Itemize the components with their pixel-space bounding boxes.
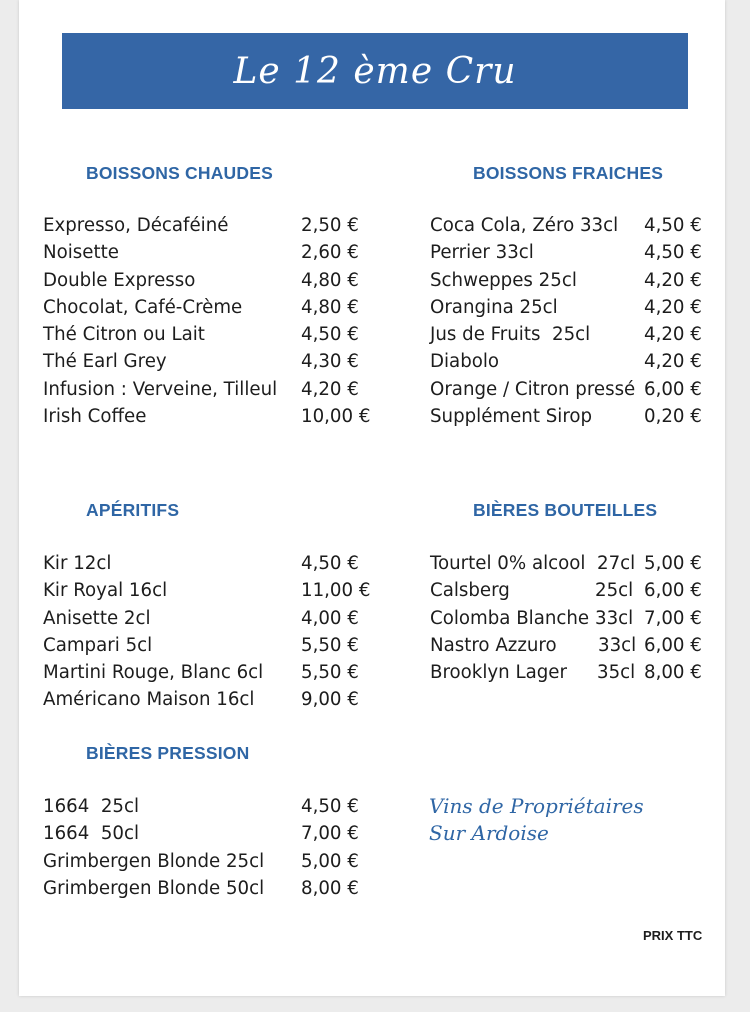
menu-item	[43, 212, 383, 239]
item-price: 4,30 €	[301, 351, 359, 373]
menu-item	[43, 376, 383, 403]
item-name: Kir 12cl	[43, 553, 112, 574]
menu-item	[43, 348, 383, 375]
menu-item	[430, 348, 710, 375]
item-price: 9,00 €	[301, 689, 359, 711]
menu-item	[430, 321, 710, 348]
list-aperitifs	[43, 550, 383, 714]
wines-line-2: Sur Ardoise	[429, 821, 549, 845]
item-price: 4,20 €	[644, 296, 702, 318]
item-price: 4,20 €	[644, 351, 702, 373]
item-name: Diabolo	[430, 351, 500, 373]
item-price: 4,00 €	[301, 607, 359, 629]
item-name: Perrier 33cl	[430, 242, 534, 264]
item-price: 4,50 €	[301, 553, 359, 574]
menu-item	[430, 294, 710, 321]
menu-item	[43, 267, 383, 294]
item-name: 1664 50cl	[43, 823, 140, 845]
item-name: Irish Coffee	[43, 406, 147, 428]
item-size: 25cl	[595, 580, 634, 602]
item-price: 4,50 €	[644, 215, 702, 236]
item-name: Schweppes 25cl	[430, 269, 577, 291]
menu-item	[43, 686, 383, 713]
item-price: 7,00 €	[644, 607, 702, 629]
item-price: 5,00 €	[301, 850, 359, 872]
list-boissons-chaudes	[43, 212, 383, 430]
menu-item	[43, 659, 383, 686]
item-price: 8,00 €	[644, 662, 702, 684]
item-price: 4,50 €	[301, 324, 359, 346]
item-price: 4,80 €	[301, 269, 359, 291]
list-boissons-fraiches	[430, 212, 710, 430]
menu-item	[43, 321, 383, 348]
menu-item	[430, 239, 710, 266]
item-size: 33cl	[595, 607, 634, 629]
item-name: Nastro Azzuro	[430, 634, 557, 656]
item-size: 33cl	[598, 634, 637, 656]
menu-item	[43, 632, 383, 659]
item-price: 5,50 €	[301, 634, 359, 656]
item-price: 4,50 €	[644, 242, 702, 264]
item-name: Kir Royal 16cl	[43, 580, 168, 602]
item-name: Expresso, Décaféiné	[43, 215, 229, 236]
item-name: Colomba Blanche	[430, 607, 590, 629]
item-price: 2,60 €	[301, 242, 359, 264]
heading-bieres-pression: BIÈRES PRESSION	[86, 743, 250, 763]
item-price: 5,00 €	[644, 553, 702, 574]
item-price: 4,20 €	[301, 378, 359, 400]
item-name: Américano Maison 16cl	[43, 689, 255, 711]
item-price: 6,00 €	[644, 580, 702, 602]
item-price: 2,50 €	[301, 215, 359, 236]
item-name: Jus de Fruits 25cl	[430, 324, 591, 346]
menu-item	[430, 605, 710, 632]
menu-item	[43, 577, 383, 604]
item-name: Orange / Citron pressé	[430, 378, 636, 400]
item-name: Campari 5cl	[43, 634, 153, 656]
menu-item	[43, 848, 383, 875]
menu-item	[43, 239, 383, 266]
menu-item	[43, 403, 383, 430]
item-price: 0,20 €	[644, 406, 702, 428]
title-banner	[62, 33, 688, 109]
item-name: Tourtel 0% alcool	[430, 553, 586, 574]
menu-title: Le 12 ème Cru	[233, 50, 517, 92]
menu-item	[43, 820, 383, 847]
menu-item	[430, 659, 710, 686]
menu-item	[43, 875, 383, 902]
menu-item	[430, 577, 710, 604]
item-name: Anisette 2cl	[43, 607, 151, 629]
item-price: 8,00 €	[301, 877, 359, 899]
heading-aperitifs: APÉRITIFS	[86, 500, 180, 520]
list-bieres-bouteilles	[430, 550, 710, 686]
menu-item	[43, 605, 383, 632]
list-bieres-pression	[43, 793, 383, 902]
item-price: 5,50 €	[301, 662, 359, 684]
item-name: Grimbergen Blonde 25cl	[43, 850, 265, 872]
item-name: Thé Earl Grey	[43, 351, 167, 373]
item-name: Chocolat, Café-Crème	[43, 296, 243, 318]
item-name: Calsberg	[430, 580, 510, 602]
item-name: Double Expresso	[43, 269, 196, 291]
item-price: 6,00 €	[644, 634, 702, 656]
item-name: Coca Cola, Zéro 33cl	[430, 215, 619, 236]
item-name: Orangina 25cl	[430, 296, 558, 318]
item-price: 11,00 €	[301, 580, 371, 602]
item-name: Supplément Sirop	[430, 406, 593, 428]
prix-ttc-note: PRIX TTC	[643, 928, 703, 943]
menu-item	[43, 793, 383, 820]
item-name: Infusion : Verveine, Tilleul	[43, 378, 278, 400]
menu-item	[430, 376, 710, 403]
menu-item	[430, 632, 710, 659]
menu-item	[430, 550, 710, 577]
menu-item	[43, 550, 383, 577]
item-name: Thé Citron ou Lait	[43, 324, 205, 346]
menu-item	[430, 267, 710, 294]
item-name: Noisette	[43, 242, 119, 264]
item-price: 4,20 €	[644, 269, 702, 291]
item-price: 4,20 €	[644, 324, 702, 346]
item-name: 1664 25cl	[43, 796, 140, 817]
item-price: 6,00 €	[644, 378, 702, 400]
heading-boissons-chaudes: BOISSONS CHAUDES	[86, 163, 273, 183]
item-price: 4,80 €	[301, 296, 359, 318]
item-name: Grimbergen Blonde 50cl	[43, 877, 265, 899]
menu-item	[430, 212, 710, 239]
item-price: 7,00 €	[301, 823, 359, 845]
menu-item	[430, 403, 710, 430]
item-size: 27cl	[597, 553, 636, 574]
item-name: Martini Rouge, Blanc 6cl	[43, 662, 264, 684]
item-price: 10,00 €	[301, 406, 371, 428]
item-price: 4,50 €	[301, 796, 359, 817]
wines-line-1: Vins de Propriétaires	[429, 794, 644, 818]
item-name: Brooklyn Lager	[430, 662, 567, 684]
wines-note	[429, 793, 644, 847]
menu-page	[19, 0, 725, 996]
item-size: 35cl	[597, 662, 636, 684]
heading-boissons-fraiches: BOISSONS FRAICHES	[473, 163, 664, 183]
menu-item	[43, 294, 383, 321]
heading-bieres-bouteilles: BIÈRES BOUTEILLES	[473, 500, 658, 520]
